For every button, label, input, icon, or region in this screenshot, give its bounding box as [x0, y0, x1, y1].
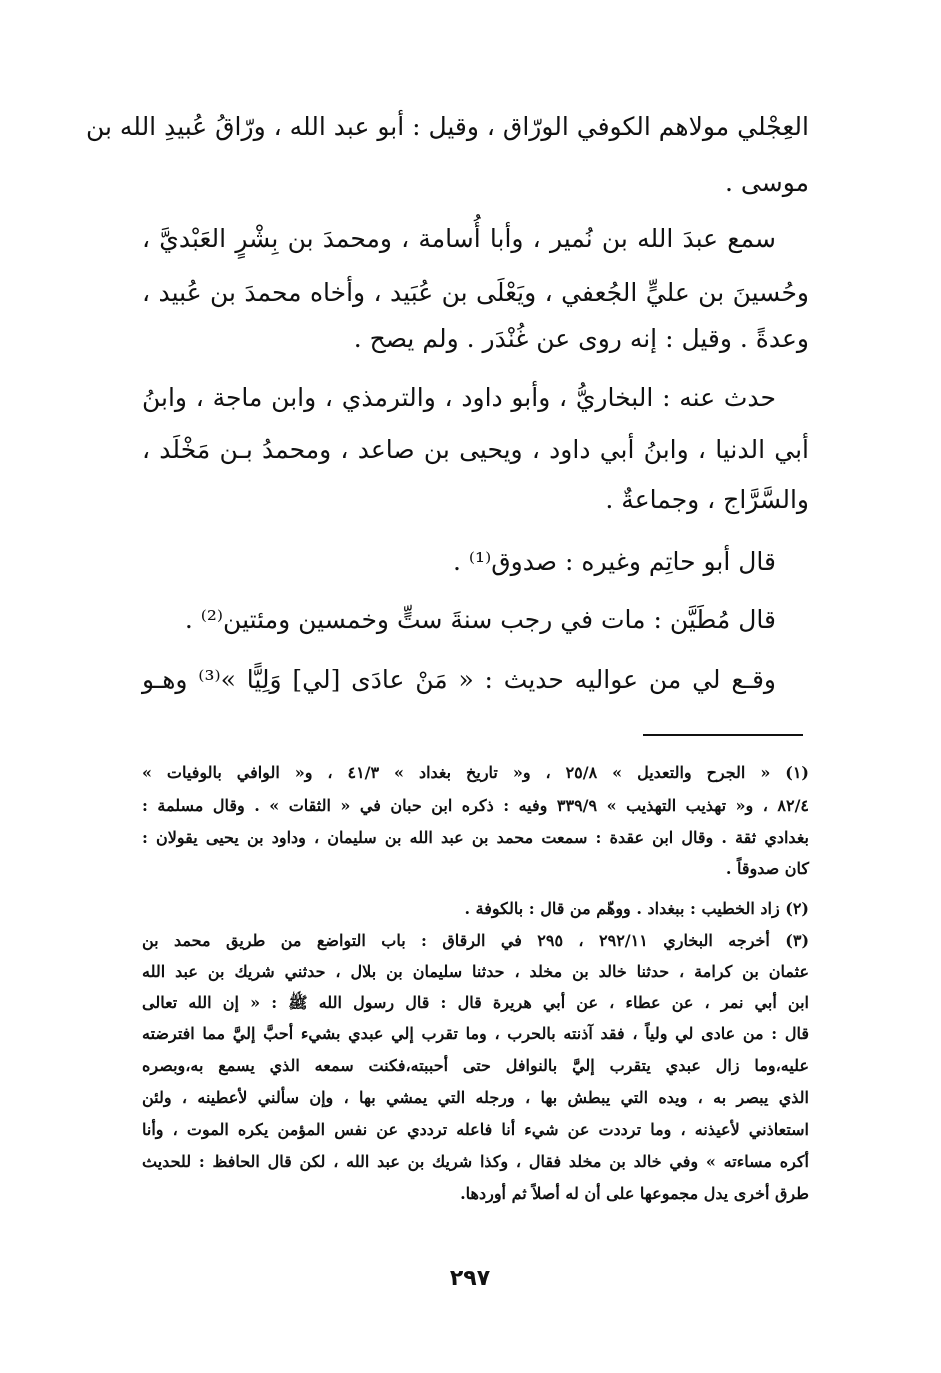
footnote-line-11: الذي يبصر به ، ويده التي يبطش بها ، ورجله التي يمشي بها ، وإن سألني لأعطينه ، ولئن — [142, 1088, 809, 1107]
footnote-line-12: استعاذني لأعيذنه ، وما ترددت عن شيء أنا فاعله ترددي عن نفس المؤمن يكره الموت ، وأنا — [142, 1120, 809, 1139]
footnote-line-6: (٣) أخرجه البخاري ٢٩٢/١١ ، ٢٩٥ في الرقاق : باب التواضع من طريق محمد بن — [142, 931, 810, 950]
footnote-line-1: (١) « الجرح والتعديل » ٢٥/٨ ، و« تاريخ بغداد » ٤١/٣ ، و« الوافي بالوفيات » — [142, 763, 809, 782]
main-line-10: قال مُطَيَّن : مات في رجب سنةَ ستٍّ وخمسين ومئتين⁽²⁾ . — [184, 605, 776, 634]
main-line-4: وحُسينَ بن عليٍّ الجُعفي ، ويَعْلَى بن عُبَيد ، وأخاه محمدَ بن عُبيد ، — [142, 278, 809, 307]
main-line-11: وقـع لي من عواليه حديث : « مَنْ عادَى [لي] وَلِيًّا »⁽³⁾ وهـو — [142, 665, 776, 694]
footnote-line-8: ابن أبي نمر ، عن عطاء ، عن أبي هريرة قال : قال رسول الله ﷺ : « إن الله تعالى — [142, 993, 809, 1012]
main-line-6: حدث عنه : البخاريُّ ، وأبو داود ، والترمذي ، وابن ماجة ، وابنُ — [142, 383, 776, 412]
footnote-line-14: طرق أخرى يدل مجموعها على أن له أصلاً ثم أوردها. — [460, 1184, 809, 1203]
footnote-line-7: عثمان بن كرامة ، حدثنا خالد بن مخلد ، حدثنا سليمان بن بلال ، حدثني شريك بن عبد الله — [142, 962, 809, 981]
footnote-line-2: ٨٢/٤ ، و« تهذيب التهذيب » ٣٣٩/٩ وفيه : ذكره ابن حبان في « الثقات » . وقال مسلمة : — [142, 796, 809, 815]
footnote-line-5: (٢) زاد الخطيب : ببغداد . ووهّم من قال : بالكوفة . — [464, 899, 809, 918]
page-number: ٢٩٧ — [449, 1266, 491, 1291]
footnote-line-10: عليه،وما زال عبدي يتقرب إليَّ بالنوافل حتى أحببته،فكنت سمعه الذي يسمع به،وبصره — [142, 1056, 809, 1075]
main-line-9: قال أبو حاتِم وغيره : صدوق⁽¹⁾ . — [453, 547, 776, 576]
footnote-separator — [643, 734, 803, 736]
main-line-2: موسى . — [725, 168, 809, 197]
main-line-3: سمع عبدَ الله بن نُمير ، وأبا أُسامة ، ومحمدَ بن بِشْرٍ العَبْديَّ ، — [142, 224, 776, 253]
footnote-line-3: بغدادي ثقة . وقال ابن عقدة : سمعت محمد بن عبد الله بن سليمان ، وداود بن يحيى يقولان : — [142, 828, 809, 847]
footnote-line-9: قال : من عادى لي ولياً ، فقد آذنته بالحرب ، وما تقرب إلي عبدي بشيء أحبَّ إليَّ مما افترضته — [142, 1024, 809, 1043]
main-line-5: وعدةً . وقيل : إنه روى عن غُنْدَر . ولم يصح . — [353, 324, 809, 353]
main-line-1: العِجْلي مولاهم الكوفي الورّاق ، وقيل : أبو عبد الله ، ورّاقُ عُبيدِ الله بن — [85, 112, 809, 141]
footnote-line-13: أكره مساءته » وفي خالد بن مخلد فقال ، وكذا شريك بن عبد الله ، لكن قال الحافظ : للحديث — [142, 1152, 809, 1171]
main-line-7: أبي الدنيا ، وابنُ أبي داود ، ويحيى بن صاعد ، ومحمدُ بـن مَخْلَد ، — [142, 435, 809, 464]
main-line-8: والسَّرَّاج ، وجماعةٌ . — [605, 485, 809, 514]
footnote-line-4: كان صدوقاً . — [725, 859, 809, 878]
